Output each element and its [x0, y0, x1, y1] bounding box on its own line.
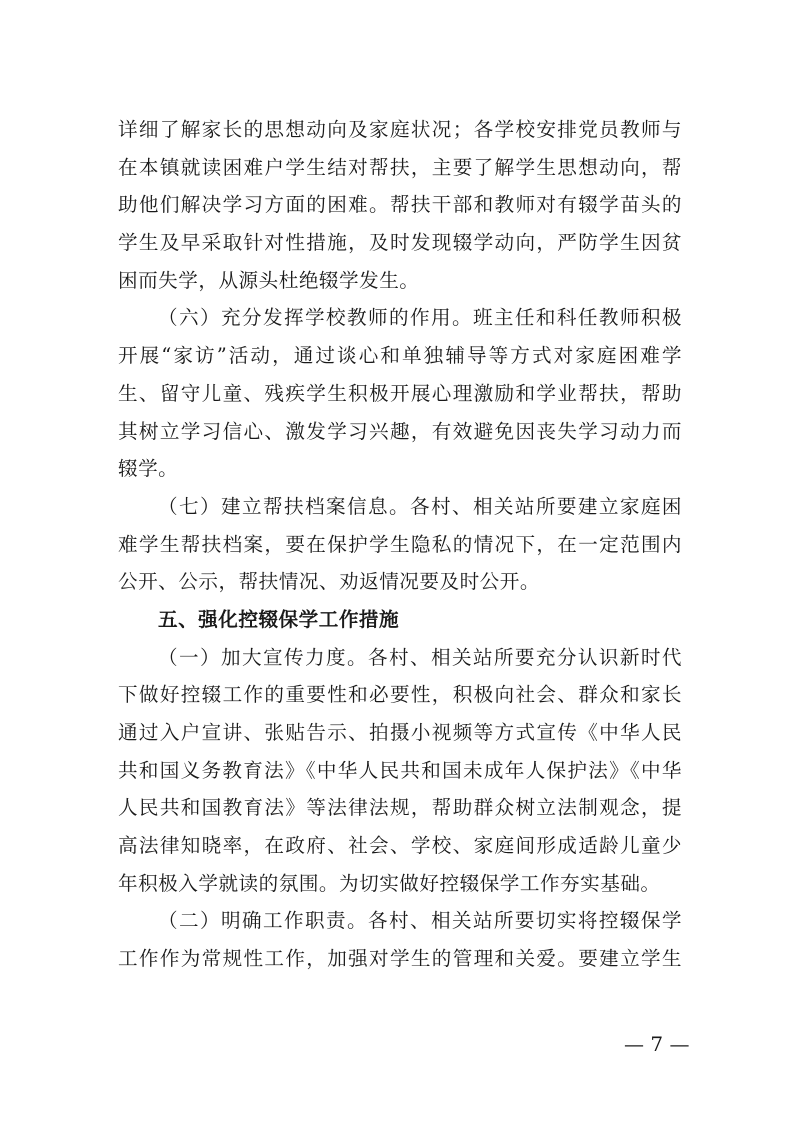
- paragraph-line: 通过入户宣讲、张贴告示、拍摄小视频等方式宣传《中华人民: [118, 721, 682, 744]
- paragraph-line: 在本镇就读困难户学生结对帮扶，主要了解学生思想动向，帮: [118, 155, 682, 179]
- paragraph-line: （一）加大宣传力度。各村、相关站所要充分认识新时代: [158, 645, 682, 669]
- paragraph-line: 详细了解家长的思想动向及家庭状况；各学校安排党员教师与: [118, 118, 682, 141]
- paragraph-line: （六）充分发挥学校教师的作用。班主任和科任教师积极: [158, 306, 682, 330]
- paragraph-line: 助他们解决学习方面的困难。帮扶干部和教师对有辍学苗头的: [118, 193, 682, 217]
- paragraph-line: 工作作为常规性工作，加强对学生的管理和关爱。要建立学生: [118, 947, 682, 971]
- paragraph-line: （二）明确工作职责。各村、相关站所要切实将控辍保学: [158, 909, 682, 933]
- paragraph-line: 公开、公示，帮扶情况、劝返情况要及时公开。: [118, 570, 540, 594]
- paragraph-line: （七）建立帮扶档案信息。各村、相关站所要建立家庭困: [158, 494, 682, 518]
- document-body: [118, 116, 682, 983]
- page-number: — 7 —: [624, 1032, 690, 1056]
- paragraph-line: 生、留守儿童、残疾学生积极开展心理激励和学业帮扶，帮助: [118, 381, 682, 405]
- paragraph-line: 下做好控辍工作的重要性和必要性，积极向社会、群众和家长: [118, 683, 682, 707]
- paragraph-line: 学生及早采取针对性措施，及时发现辍学动向，严防学生因贫: [118, 231, 682, 255]
- paragraph-line: 其树立学习信心、激发学习兴趣，有效避免因丧失学习动力而: [118, 419, 682, 443]
- paragraph-line: 共和国义务教育法》《中华人民共和国未成年人保护法》《中华: [118, 758, 682, 782]
- paragraph-line: 人民共和国教育法》等法律法规，帮助群众树立法制观念，提: [118, 796, 682, 820]
- paragraph-line: 开展“家访”活动，通过谈心和单独辅导等方式对家庭困难学: [118, 344, 682, 368]
- paragraph-line: 高法律知晓率，在政府、社会、学校、家庭间形成适龄儿童少: [118, 834, 682, 858]
- paragraph-line: 难学生帮扶档案，要在保护学生隐私的情况下，在一定范围内: [118, 532, 682, 556]
- paragraph-line: 辍学。: [118, 457, 179, 481]
- paragraph-line: 年积极入学就读的氛围。为切实做好控辍保学工作夯实基础。: [118, 871, 661, 895]
- section-heading: 五、强化控辍保学工作措施: [158, 607, 400, 631]
- paragraph-line: 困而失学，从源头杜绝辍学发生。: [118, 268, 420, 292]
